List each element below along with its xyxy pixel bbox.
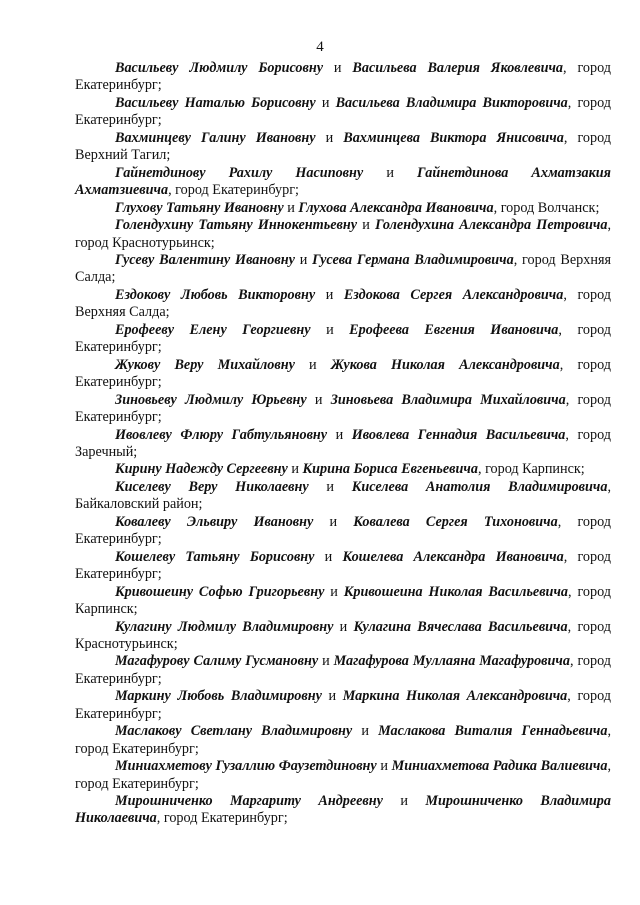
list-item: Магафурову Салиму Гусмановну и Магафурова Муллаяна Магафуровича, город Екатеринбург;: [75, 653, 611, 687]
location: город Екатеринбург;: [175, 182, 299, 199]
list-item: Васильеву Людмилу Борисовну и Васильева Валерия Яковлевича, город Екатеринбург;: [75, 60, 612, 94]
wife-name: Глухову Татьяну Ивановну: [115, 199, 284, 216]
wife-name: Кошелеву Татьяну Борисовну: [115, 548, 315, 565]
location: город Верхняя Салда;: [75, 251, 612, 286]
location: город Екатеринбург;: [75, 94, 612, 129]
wife-name: Гусеву Валентину Ивановну: [115, 251, 295, 268]
location: город Краснотурьинск;: [75, 618, 612, 652]
wife-name: Зиновьеву Людмилу Юрьевну: [115, 391, 307, 408]
list-item: Гусеву Валентину Ивановну и Гусева Германа Владимировича, город Верхняя Салда;: [75, 251, 612, 286]
list-item: Жукову Веру Михайловну и Жукова Николая Александровича, город Екатеринбург;: [75, 356, 611, 391]
list-item: Глухову Татьяну Ивановну и Глухова Александра Ивановича, город Волчанск;: [115, 199, 600, 216]
wife-name: Киселеву Веру Николаевну: [115, 478, 309, 495]
location: город Екатеринбург;: [75, 775, 199, 792]
list-item: Мирошниченко Маргариту Андреевну и Мирошниченко Владимира Николаевича, город Екатеринбург;: [75, 793, 611, 827]
list-item: Голендухину Татьяну Иннокентьевну и Голендухина Александра Петровича, город Краснотурьинск;: [75, 217, 611, 251]
list-item: Кулагину Людмилу Владимировну и Кулагина Вячеслава Васильевича, город Краснотурьинск;: [75, 618, 612, 652]
page-number: 4: [316, 39, 324, 55]
husband-name: Глухова Александра Ивановича: [298, 199, 494, 216]
wife-name: Жукову Веру Михайловну: [115, 356, 295, 373]
husband-name: Киселева Анатолия Владимировича: [351, 478, 608, 495]
list-item: Киселеву Веру Николаевну и Киселева Анатолия Владимировича, Байкаловский район;: [75, 478, 611, 513]
husband-name: Зиновьева Владимира Михайловича: [330, 391, 566, 408]
list-item: Ивовлеву Флюру Габтульяновну и Ивовлева Геннадия Васильевича, город Заречный;: [75, 426, 612, 460]
list-item: Кирину Надежду Сергеевну и Кирина Бориса Евгеньевича, город Карпинск;: [115, 461, 585, 478]
wife-name: Гайнетдинову Рахилу Насиповну: [115, 164, 364, 181]
husband-name: Кривошеина Николая Васильевича: [343, 583, 568, 600]
wife-name: Кулагину Людмилу Владимировну: [115, 618, 334, 635]
location: город Карпинск;: [485, 461, 585, 478]
location: город Волчанск;: [500, 199, 600, 216]
location: город Екатеринбург;: [75, 740, 199, 757]
location: город Заречный;: [75, 426, 612, 460]
location: город Верхний Тагил;: [75, 129, 611, 164]
location: город Екатеринбург;: [75, 688, 612, 722]
husband-name: Гусева Германа Владимировича: [312, 251, 514, 268]
location: город Карпинск;: [75, 583, 612, 618]
list-item: Васильеву Наталью Борисовну и Васильева Владимира Викторовича, город Екатеринбург;: [75, 94, 612, 129]
husband-name: Васильева Валерия Яковлевича: [352, 60, 563, 76]
wife-name: Магафурову Салиму Гусмановну: [115, 653, 319, 670]
husband-name: Магафурова Муллаяна Магафуровича: [333, 653, 570, 670]
husband-name: Мирошниченко Владимира Николаевича: [75, 793, 611, 827]
husband-name: Ерофеева Евгения Ивановича: [349, 321, 559, 338]
wife-name: Маркину Любовь Владимировну: [115, 688, 322, 705]
list-item: Ездокову Любовь Викторовну и Ездокова Сергея Александровича, город Верхняя Салда;: [75, 286, 612, 321]
location: город Екатеринбург;: [75, 653, 611, 687]
wife-name: Вахминцеву Галину Ивановну: [115, 129, 316, 146]
wife-name: Васильеву Наталью Борисовну: [115, 94, 316, 111]
wife-name: Миниахметову Гузаллию Фаузетдиновну: [115, 758, 377, 775]
wife-name: Маслакову Светлану Владимировну: [115, 723, 353, 740]
location: город Верхняя Салда;: [75, 286, 612, 321]
list-item: Маслакову Светлану Владимировну и Маслакова Виталия Геннадьевича, город Екатеринбург;: [75, 723, 611, 757]
list-item: Ковалеву Эльвиру Ивановну и Ковалева Сергея Тихоновича, город Екатеринбург;: [75, 513, 612, 548]
husband-name: Маслакова Виталия Геннадьевича: [378, 723, 608, 740]
list-item: Маркину Любовь Владимировну и Маркина Николая Александровича, город Екатеринбург;: [75, 688, 612, 722]
list-item: Кривошеину Софью Григорьевну и Кривошеина Николая Васильевича, город Карпинск;: [75, 583, 612, 618]
wife-name: Кривошеину Софью Григорьевну: [115, 583, 325, 600]
husband-name: Голендухина Александра Петровича: [375, 217, 608, 234]
husband-name: Кулагина Вячеслава Васильевича: [353, 618, 568, 635]
list-item: Вахминцеву Галину Ивановну и Вахминцева Виктора Янисовича, город Верхний Тагил;: [75, 129, 611, 164]
list-item: Ерофееву Елену Георгиевну и Ерофеева Евгения Ивановича, город Екатеринбург;: [75, 321, 611, 356]
wife-name: Ездокову Любовь Викторовну: [115, 286, 316, 303]
wife-name: Ерофееву Елену Георгиевну: [115, 321, 311, 338]
list-item: Гайнетдинову Рахилу Насиповну и Гайнетдинова Ахматзакия Ахматзиевича, город Екатеринбург;: [75, 164, 611, 199]
wife-name: Кирину Надежду Сергеевну: [115, 461, 288, 478]
husband-name: Гайнетдинова Ахматзакия Ахматзиевича: [75, 164, 611, 199]
wife-name: Мирошниченко Маргариту Андреевну: [115, 793, 383, 810]
husband-name: Маркина Николая Александровича: [342, 688, 568, 705]
location: город Екатеринбург;: [75, 548, 612, 583]
husband-name: Ездокова Сергея Александровича: [343, 286, 564, 303]
husband-name: Ковалева Сергея Тихоновича: [353, 513, 558, 530]
location: город Екатеринбург;: [75, 60, 612, 94]
location: Байкаловский район;: [75, 496, 203, 513]
wife-name: Ковалеву Эльвиру Ивановну: [115, 513, 314, 530]
award-list: [75, 60, 611, 828]
husband-name: Ивовлева Геннадия Васильевича: [351, 426, 566, 443]
husband-name: Вахминцева Виктора Янисовича: [343, 129, 564, 146]
location: город Екатеринбург;: [163, 810, 288, 827]
wife-name: Ивовлеву Флюру Габтульяновну: [115, 426, 328, 443]
husband-name: Жукова Николая Александровича: [330, 356, 560, 373]
husband-name: Кошелева Александра Ивановича: [342, 548, 564, 565]
husband-name: Миниахметова Радика Валиевича: [391, 758, 608, 775]
husband-name: Васильева Владимира Викторовича: [335, 94, 568, 111]
location: город Екатеринбург;: [75, 321, 611, 356]
wife-name: Голендухину Татьяну Иннокентьевну: [115, 217, 358, 234]
list-item: Миниахметову Гузаллию Фаузетдиновну и Миниахметова Радика Валиевича, город Екатеринбург;: [75, 758, 612, 792]
husband-name: Кирина Бориса Евгеньевича: [302, 461, 478, 478]
wife-name: Васильеву Людмилу Борисовну: [115, 60, 324, 76]
location: город Екатеринбург;: [75, 356, 611, 391]
location: город Екатеринбург;: [75, 513, 612, 548]
list-item: Кошелеву Татьяну Борисовну и Кошелева Александра Ивановича, город Екатеринбург;: [75, 548, 612, 583]
location: город Екатеринбург;: [75, 391, 611, 426]
list-item: Зиновьеву Людмилу Юрьевну и Зиновьева Владимира Михайловича, город Екатеринбург;: [75, 391, 611, 426]
location: город Краснотурьинск;: [75, 234, 215, 251]
